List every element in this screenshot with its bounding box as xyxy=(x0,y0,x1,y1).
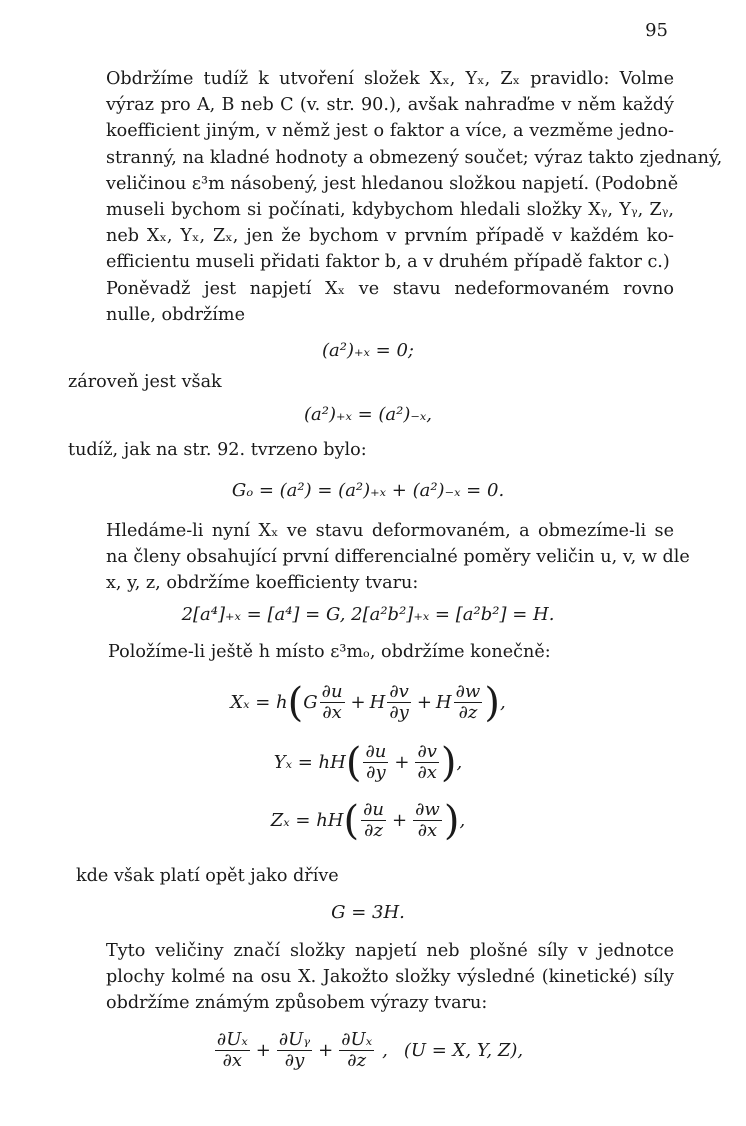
paragraph-4: Tyto veličiny značí složky napjetí neb plošné síly v jednotce plochy kolmé na osu X. Jakožto složky výsledné (kinetické) síly obdržíme známým způsobem výrazy tvaru: xyxy=(106,941,674,1014)
equation-2: (a²)₊ₓ = (a²)₋ₓ, xyxy=(303,404,432,425)
equation-Xx: Xₓ = h ( G $\frac{\partial u}{\partial x}$ + H $\frac{\partial v}{\partial y}$ + H $\frac{\partial w}{\partial z}$ ) , xyxy=(230,679,506,726)
paragraph-3: Hledáme-li nyní Xₓ ve stavu deformovaném, a obmezíme-li se na členy obsahující první differencialné poměry veličin u, v, w dle x, y, z, obdržíme koefficienty tvaru: xyxy=(106,521,690,594)
text-zaroven: zároveň jest však xyxy=(68,372,222,392)
equation-final: $\frac{\text{∂Uₓ}}{\partial x}$ + $\frac{\text{∂Uᵧ}}{\partial y}$ + $\frac{\text{∂Uₓ}}{\partial z}$ , (U = X, Y, Z), xyxy=(216,1029,524,1071)
equation-5: G = 3H. xyxy=(331,902,405,923)
equation-1: (a²)₊ₓ = 0; xyxy=(322,340,414,361)
text-kde: kde však platí opět jako dříve xyxy=(76,866,339,886)
equation-3: Gₒ = (a²) = (a²)₊ₓ + (a²)₋ₓ = 0. xyxy=(231,480,505,501)
paragraph-1: Obdržíme tudíž k utvoření složek Xₓ, Yₓ, Zₓ pravidlo: Volme výraz pro A, B neb C (v. str. 90.), avšak nahraďme v něm každý koefficient jiným, v němž jest o faktor a více, a vezměme jedno- stranný, na kladné hodnoty a obmezený součet; výraz takto zjednaný, veličinou ε³m násobený, jest hledanou složkou napjetí. (Podobně museli bychom si počínati, kdybychom hledali složky Xᵧ, Yᵧ, Zᵧ, neb Xₓ, Yₓ, Zₓ, jen že bychom v prvním případě v každém ko- efficientu museli přidati faktor b, a v druhém případě faktor c.) xyxy=(106,69,723,273)
equation-4: 2[a⁴]₊ₓ = [a⁴] = G, 2[a²b²]₊ₓ = [a²b²] = H. xyxy=(181,604,555,625)
equation-Yx: Yₓ = hH ( $\frac{\partial u}{\partial y}$ + $\frac{\partial v}{\partial x}$ ) , xyxy=(273,739,463,786)
page-number: 95 xyxy=(645,20,668,41)
equation-Zx: Zₓ = hH ( $\frac{\partial u}{\partial z}$ + $\frac{\partial w}{\partial x}$ ) , xyxy=(270,797,466,844)
text-polozime: Položíme-li ještě h místo ε³mₒ, obdržíme konečně: xyxy=(108,642,551,662)
paragraph-2: Poněvadž jest napjetí Xₓ ve stavu nedeformovaném rovno nulle, obdržíme xyxy=(106,279,674,326)
text-tudiz: tudíž, jak na str. 92. tvrzeno bylo: xyxy=(68,440,367,460)
